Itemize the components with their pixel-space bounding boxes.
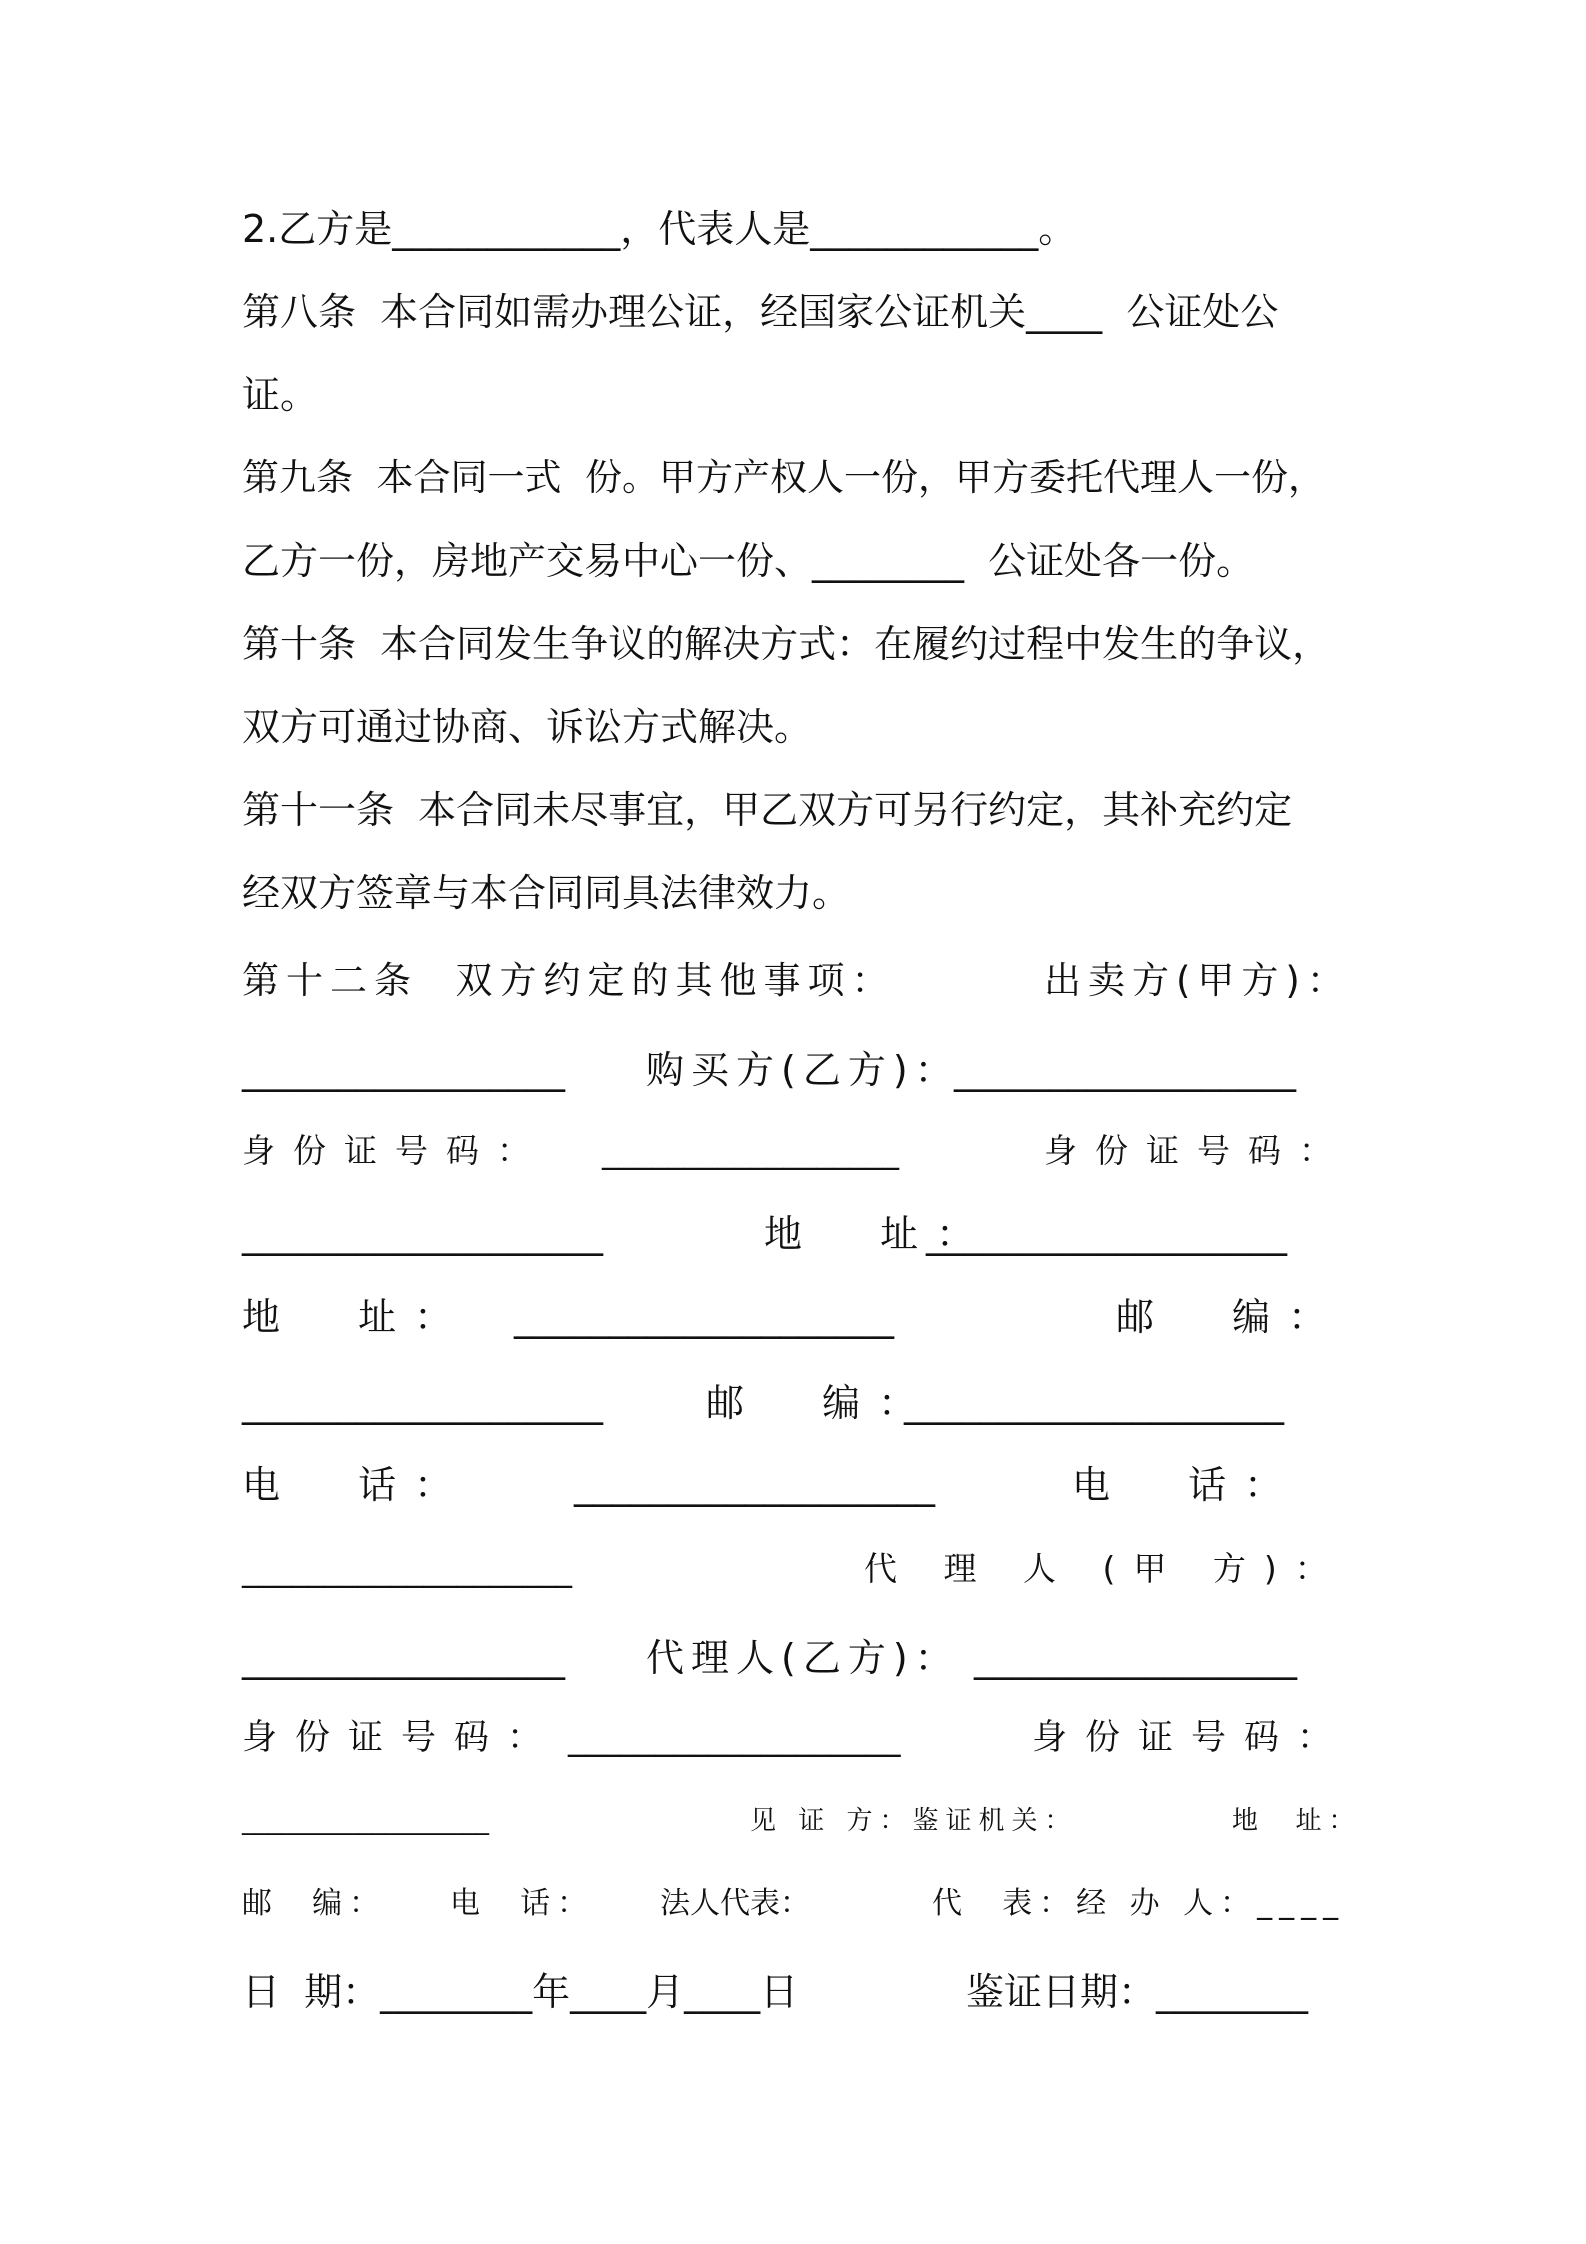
certification-date-label: 鉴证日期：________ [966,1970,1309,2014]
blank-field: ____________________ [514,1295,894,1339]
postcode-label: 邮 编： [706,1381,935,1425]
buyer-label: 购买方(乙方)： [646,1048,960,1092]
blank-field: ___________________ [926,1212,1287,1256]
seller-buyer-line [242,1039,1352,1101]
blank-field: ___________________ [242,1212,603,1256]
contact-line [242,1873,1352,1935]
clause-10-line-1 [242,613,1352,675]
id-line-1 [242,1120,1352,1182]
text-line: 第十条 本合同发生争议的解决方式：在履约过程中发生的争议， [242,622,1331,666]
agent-b-line [242,1627,1352,1689]
legal-rep-label: 法人代表： [660,1886,810,1921]
postcode-label: 邮 编： [242,1886,387,1921]
agent-b-label: 代理人(乙方)： [646,1636,960,1680]
text-line: 双方可通过协商、诉讼方式解决。 [242,705,813,749]
clause-8-line-2 [242,364,1352,426]
text-line: 第九条 本合同一式 份。甲方产权人一份，甲方委托代理人一份， [242,456,1326,499]
postcode-line [242,1372,1352,1434]
phone-label: 电 话： [242,1463,471,1507]
text-line: 乙方一份，房地产交易中心一份、________ 公证处各一份。 [242,539,1255,583]
clause-11-line-1 [242,779,1352,841]
text-line: 第八条 本合同如需办理公证，经国家公证机关____ 公证处公 [242,290,1279,334]
blank-field: ___________________ [242,1806,489,1836]
blank-field: ____________________ [904,1381,1284,1425]
clause-8-line-1 [242,281,1352,343]
clause-12-line [242,950,1352,1012]
clause-10-line-2 [242,696,1352,758]
address-label: 地 址： [242,1295,471,1339]
blank-field: ___________________ [242,1381,603,1425]
blank-field: _________________ [974,1636,1297,1680]
blank-field: ___________________ [568,1718,901,1758]
agent-a-label: 代 理 人 (甲 方)： [864,1549,1346,1588]
blank-field: _________________ [242,1636,565,1680]
witness-line [242,1790,1362,1852]
clause-line-party-b [242,198,1352,260]
blank-field: __________________ [602,1131,899,1170]
text-line: 第十一条 本合同未尽事宜，甲乙双方可另行约定，其补充约定 [242,788,1293,832]
clause-11-line-2 [242,862,1352,924]
seller-label: 出卖方(甲方)： [1044,959,1351,1002]
phone-label: 电 话： [1072,1463,1301,1507]
postcode-label: 邮 编： [1116,1295,1345,1339]
agent-a-line [242,1538,1352,1600]
witness-label: 见 证 方：鉴证机关： [750,1806,1078,1836]
id-number-label: 身份证号码： [242,1718,561,1758]
address-line-2 [242,1286,1352,1348]
clause-9-line-2 [242,530,1352,592]
phone-label: 电 话： [450,1886,595,1921]
id-line-2 [242,1707,1352,1769]
date-label: 日 期：________年____月____日 [242,1970,799,2014]
id-number-label: 身份证号码： [1044,1131,1350,1170]
handler-label: 代 表：经 办 人：____ [932,1886,1346,1921]
text-line: 2.乙方是____________，代表人是____________。 [242,207,1077,251]
address-label: 地 址： [1232,1806,1362,1836]
address-label: 地 址： [764,1212,993,1256]
id-number-label: 身份证号码： [1032,1718,1351,1758]
text-line: 经双方签章与本合同同具法律效力。 [242,871,851,915]
text-line: 证。 [242,373,319,417]
blank-field: ___________________ [574,1463,935,1507]
blank-field: _________________ [242,1048,565,1092]
address-line-1 [242,1203,1352,1265]
blank-field: ____________________ [242,1549,572,1588]
clause-12-label: 第十二条 双方约定的其他事项： [242,959,896,1002]
id-number-label: 身份证号码： [242,1131,548,1170]
blank-field: __________________ [954,1048,1296,1092]
phone-line [242,1454,1352,1516]
clause-9-line-1 [242,447,1352,509]
date-line [242,1961,1352,2023]
